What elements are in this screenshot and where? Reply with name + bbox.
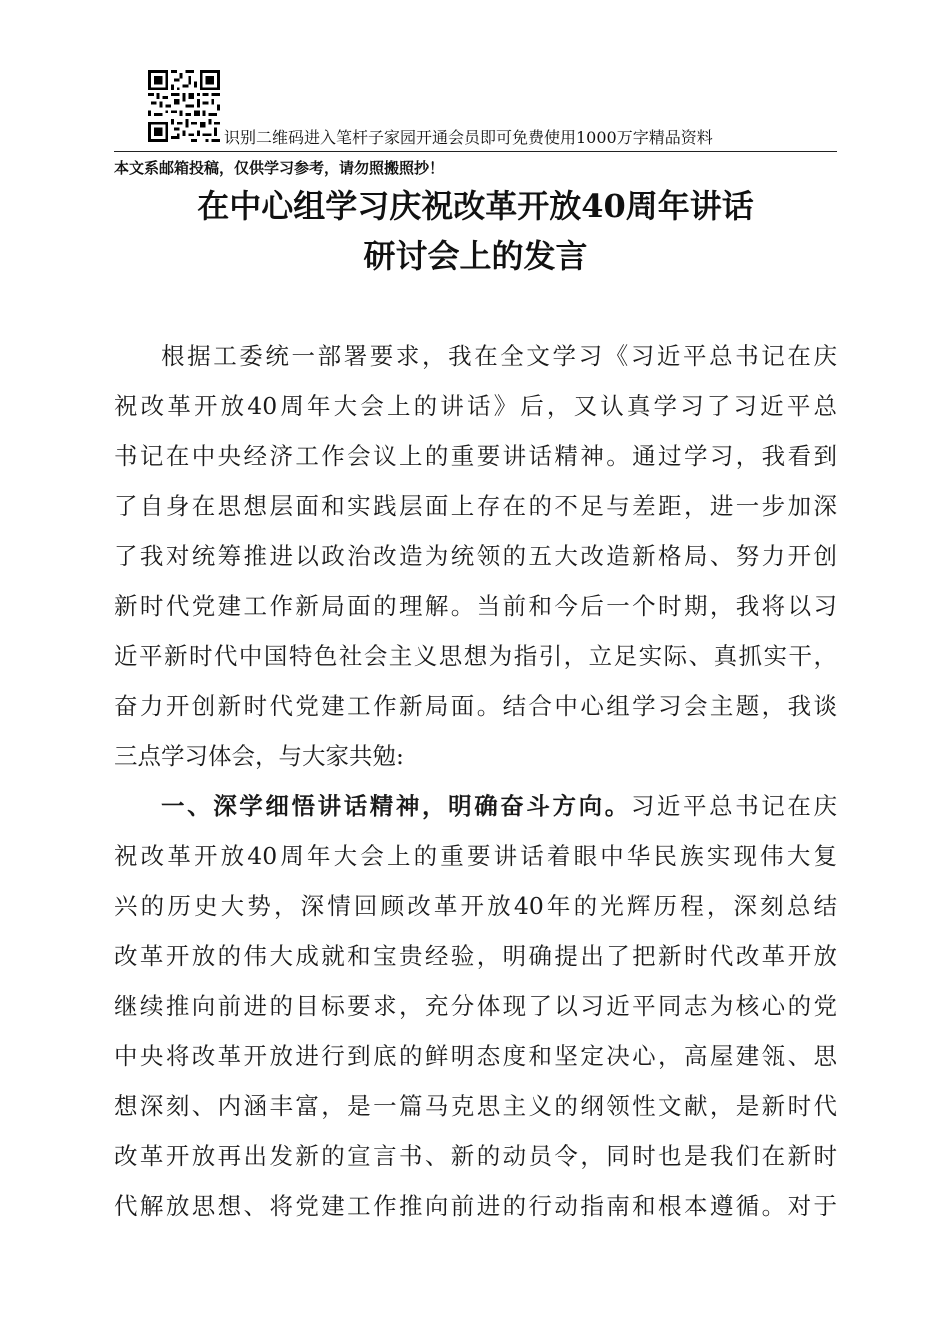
paragraph-2-line-1 (114, 791, 837, 821)
paragraph-2-line-8: 改革开放再出发新的宣言书、新的动员令，同时也是我们在新时 (114, 1142, 837, 1170)
paragraph-1-line-5: 了我对统筹推进以政治改造为统领的五大改造新格局、努力开创 (114, 542, 837, 570)
paragraph-1-line-2: 祝改革开放40周年大会上的讲话》后，又认真学习了习近平总 (114, 392, 837, 420)
paragraph-1-line-7: 近平新时代中国特色社会主义思想为指引，立足实际、真抓实干， (114, 642, 837, 670)
paragraph-2-line-2: 祝改革开放40周年大会上的重要讲话着眼中华民族实现伟大复 (114, 842, 837, 870)
header-divider (114, 151, 837, 152)
paragraph-2-line-4: 改革开放的伟大成就和宝贵经验，明确提出了把新时代改革开放 (114, 942, 837, 970)
disclaimer-text: 本文系邮箱投稿，仅供学习参考，请勿照搬照抄！ (114, 159, 445, 177)
paragraph-2-line-7: 想深刻、内涵丰富，是一篇马克思主义的纲领性文献，是新时代 (114, 1092, 837, 1120)
paragraph-1-line-1: 根据工委统一部署要求，我在全文学习《习近平总书记在庆 (161, 342, 837, 370)
paragraph-1-line-4: 了自身在思想层面和实践层面上存在的不足与差距，进一步加深 (114, 492, 837, 520)
page-title-line-2: 研讨会上的发言 (363, 237, 588, 275)
paragraph-2-line-3: 兴的历史大势，深情回顾改革开放40年的光辉历程，深刻总结 (114, 892, 837, 920)
header-notice: 识别二维码进入笔杆子家园开通会员即可免费使用1000万字精品资料 (224, 128, 713, 147)
paragraph-1-line-9: 三点学习体会，与大家共勉: (114, 742, 404, 770)
paragraph-2-line-1-text: 习近平总书记在庆 (630, 792, 838, 820)
qr-code-icon (148, 70, 220, 142)
page-title-line-1: 在中心组学习庆祝改革开放40周年讲话 (197, 187, 754, 225)
paragraph-2-line-5: 继续推向前进的目标要求，充分体现了以习近平同志为核心的党 (114, 992, 837, 1020)
paragraph-2-line-6: 中央将改革开放进行到底的鲜明态度和坚定决心，高屋建瓴、思 (114, 1042, 837, 1070)
paragraph-1-line-6: 新时代党建工作新局面的理解。当前和今后一个时期，我将以习 (114, 592, 837, 620)
paragraph-1-line-3: 书记在中央经济工作会议上的重要讲话精神。通过学习，我看到 (114, 442, 837, 470)
paragraph-1-line-8: 奋力开创新时代党建工作新局面。结合中心组学习会主题，我谈 (114, 692, 837, 720)
paragraph-2-line-9: 代解放思想、将党建工作推向前进的行动指南和根本遵循。对于 (114, 1192, 837, 1220)
section-heading-1: 一、深学细悟讲话精神，明确奋斗方向。 (161, 792, 631, 820)
